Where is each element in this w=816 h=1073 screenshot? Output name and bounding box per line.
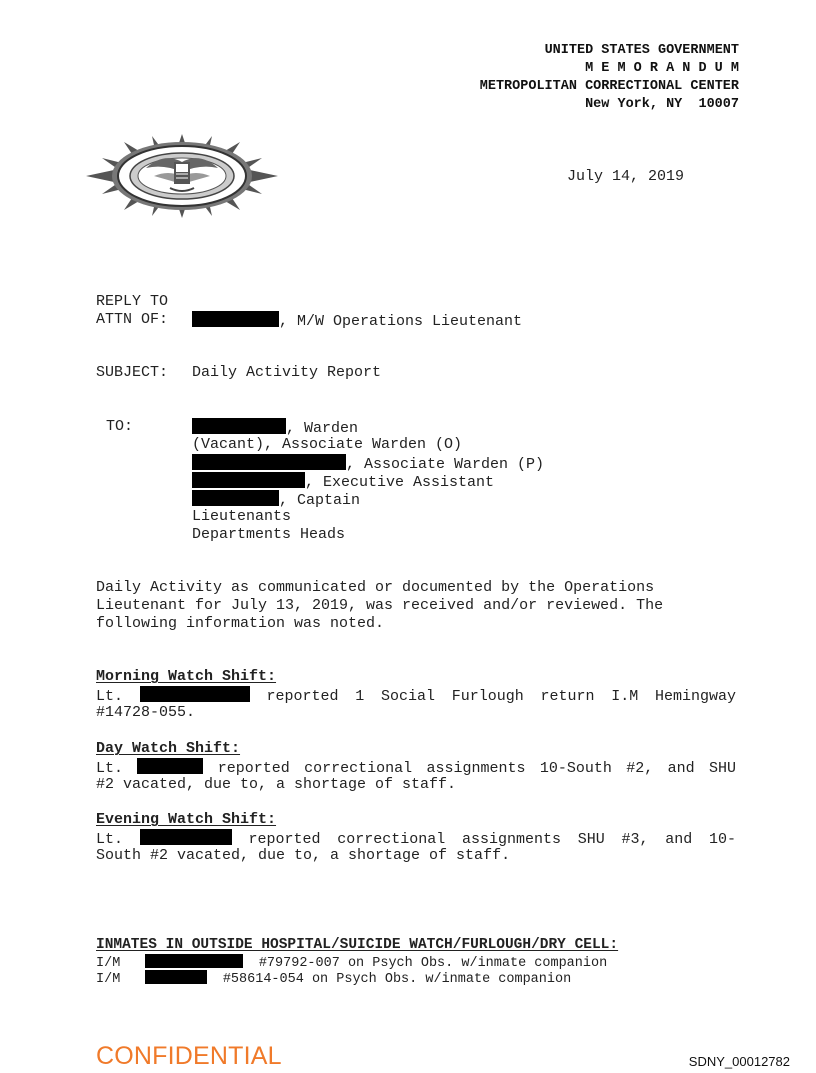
redaction-block bbox=[192, 490, 279, 506]
subject-label: SUBJECT: bbox=[96, 364, 169, 381]
redaction-block bbox=[145, 954, 243, 968]
redaction-block bbox=[192, 454, 346, 470]
header-institution: METROPOLITAN CORRECTIONAL CENTER bbox=[479, 79, 739, 94]
to-recipient-captain: , Captain bbox=[192, 490, 360, 510]
day-watch-line-1: Lt. reported correctional assignments 10-South #2, and SHU bbox=[96, 760, 736, 777]
subject-value: Daily Activity Report bbox=[192, 364, 382, 381]
day-watch-heading: Day Watch Shift: bbox=[96, 740, 241, 757]
redaction-block bbox=[192, 472, 305, 488]
seal-icon bbox=[84, 132, 280, 220]
to-recipient-warden: , Warden bbox=[192, 418, 358, 438]
redaction-block bbox=[140, 686, 250, 702]
header-location: New York, NY 10007 bbox=[585, 97, 739, 112]
inmate-row: I/M #79792-007 on Psych Obs. w/inmate companion bbox=[96, 956, 608, 971]
evening-watch-line-2: South #2 vacated, due to, a shortage of staff. bbox=[96, 847, 511, 864]
intro-line-2: Lieutenant for July 13, 2019, was received and/or reviewed. The bbox=[96, 597, 664, 614]
attn-of-label: ATTN OF: bbox=[96, 311, 169, 328]
to-recipient-lieutenants: Lieutenants bbox=[192, 508, 292, 525]
redaction-block bbox=[145, 970, 207, 984]
evening-watch-heading: Evening Watch Shift: bbox=[96, 811, 277, 828]
evening-watch-line-1: Lt. reported correctional assignments SHU #3, and 10- bbox=[96, 831, 736, 848]
to-label: TO: bbox=[106, 418, 134, 435]
reply-to-label: REPLY TO bbox=[96, 293, 169, 310]
attn-of-text: , M/W Operations Lieutenant bbox=[279, 313, 523, 330]
day-watch-line-2: #2 vacated, due to, a shortage of staff. bbox=[96, 776, 457, 793]
header-memorandum: M E M O R A N D U M bbox=[585, 61, 739, 76]
redaction-block bbox=[137, 758, 203, 774]
inmates-heading: INMATES IN OUTSIDE HOSPITAL/SUICIDE WATCH/FURLOUGH/DRY CELL: bbox=[96, 937, 619, 953]
intro-line-1: Daily Activity as communicated or documented by the Operations bbox=[96, 579, 655, 596]
morning-watch-heading: Morning Watch Shift: bbox=[96, 668, 277, 685]
confidential-stamp: CONFIDENTIAL bbox=[96, 1042, 282, 1070]
to-recipient-aw-p: , Associate Warden (P) bbox=[192, 454, 544, 474]
to-recipient-aw-o: (Vacant), Associate Warden (O) bbox=[192, 436, 463, 453]
bates-number: SDNY_00012782 bbox=[688, 1054, 790, 1069]
morning-watch-line-2: #14728-055. bbox=[96, 704, 196, 721]
intro-line-3: following information was noted. bbox=[96, 615, 385, 632]
memo-date: July 14, 2019 bbox=[567, 168, 685, 185]
morning-watch-line-1: Lt. reported 1 Social Furlough return I.M Hemingway bbox=[96, 688, 736, 705]
header-government: UNITED STATES GOVERNMENT bbox=[544, 43, 739, 58]
to-recipient-dept-heads: Departments Heads bbox=[192, 526, 346, 543]
redaction-block bbox=[192, 418, 286, 434]
attn-of-value bbox=[192, 311, 522, 331]
to-recipient-exec-assistant: , Executive Assistant bbox=[192, 472, 494, 492]
redaction-block bbox=[140, 829, 232, 845]
redaction-block bbox=[192, 311, 279, 327]
inmate-row: I/M #58614-054 on Psych Obs. w/inmate companion bbox=[96, 972, 572, 987]
